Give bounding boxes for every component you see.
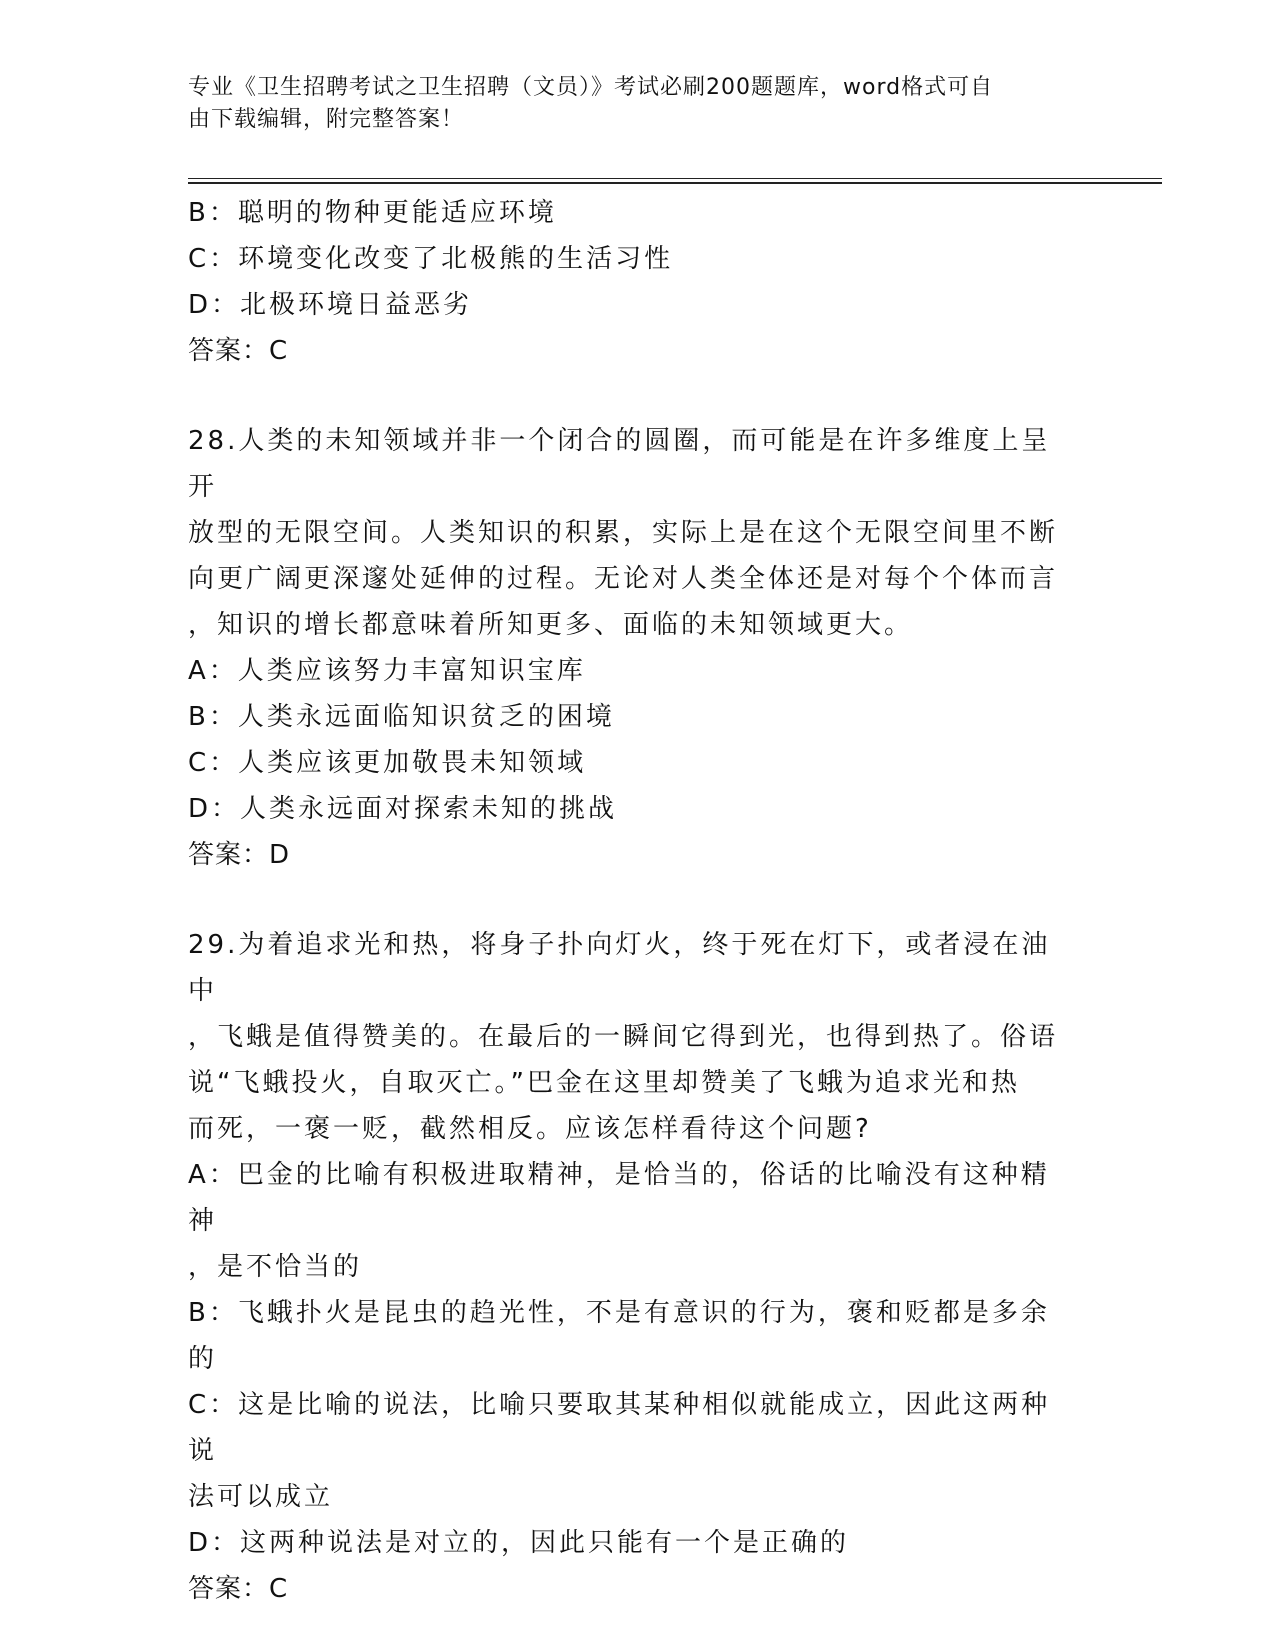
option-c: C：人类应该更加敬畏未知领域 (188, 748, 587, 778)
question-text-line: 放型的无限空间。人类知识的积累，实际上是在这个无限空间里不断 (188, 518, 1059, 548)
option-d: D：这两种说法是对立的，因此只能有一个是正确的 (188, 1528, 850, 1558)
question-28 (188, 418, 1078, 878)
header-title-line-1: 专业《卫生招聘考试之卫生招聘（文员）》考试必刷200题题库，word格式可自 (188, 75, 994, 100)
question-text-line: ，飞蛾是值得赞美的。在最后的一瞬间它得到光，也得到热了。俗语 (188, 1022, 1059, 1052)
answer-line: 答案：C (188, 336, 289, 366)
option-c-continued: 法可以成立 (188, 1482, 334, 1512)
answer-line: 答案：C (188, 1574, 289, 1604)
option-a: A：巴金的比喻有积极进取精神，是恰当的，俗话的比喻没有这种精神 (188, 1160, 1050, 1236)
question-text-line: 29.为着追求光和热，将身子扑向灯火，终于死在灯下，或者浸在油中 (188, 930, 1051, 1006)
page-header (188, 72, 1088, 136)
option-b: B：人类永远面临知识贫乏的困境 (188, 702, 615, 732)
question-text-line: 28.人类的未知领域并非一个闭合的圆圈，而可能是在许多维度上呈开 (188, 426, 1051, 502)
option-c: C：这是比喻的说法，比喻只要取其某种相似就能成立，因此这两种说 (188, 1390, 1051, 1466)
question-text-line: 说“飞蛾投火，自取灭亡。”巴金在这里却赞美了飞蛾为追求光和热 (188, 1068, 1020, 1098)
option-c: C：环境变化改变了北极熊的生活习性 (188, 244, 674, 274)
option-b: B：聪明的物种更能适应环境 (188, 198, 557, 228)
question-text-line: ，知识的增长都意味着所知更多、面临的未知领域更大。 (188, 610, 914, 640)
option-d: D：人类永远面对探索未知的挑战 (188, 794, 618, 824)
answer-line: 答案：D (188, 840, 291, 870)
header-divider (188, 178, 1162, 184)
option-a: A：人类应该努力丰富知识宝库 (188, 656, 586, 686)
question-text-line: 而死，一褒一贬，截然相反。应该怎样看待这个问题? (188, 1114, 872, 1144)
document-body (188, 190, 1078, 1612)
question-29 (188, 922, 1078, 1612)
option-b: B：飞蛾扑火是昆虫的趋光性，不是有意识的行为，褒和贬都是多余的 (188, 1298, 1050, 1374)
option-d: D：北极环境日益恶劣 (188, 290, 473, 320)
header-title-line-2: 由下载编辑，附完整答案！ (188, 107, 465, 132)
option-a-continued: ，是不恰当的 (188, 1252, 363, 1282)
prev-question-tail (188, 190, 1078, 374)
question-text-line: 向更广阔更深邃处延伸的过程。无论对人类全体还是对每个个体而言 (188, 564, 1059, 594)
